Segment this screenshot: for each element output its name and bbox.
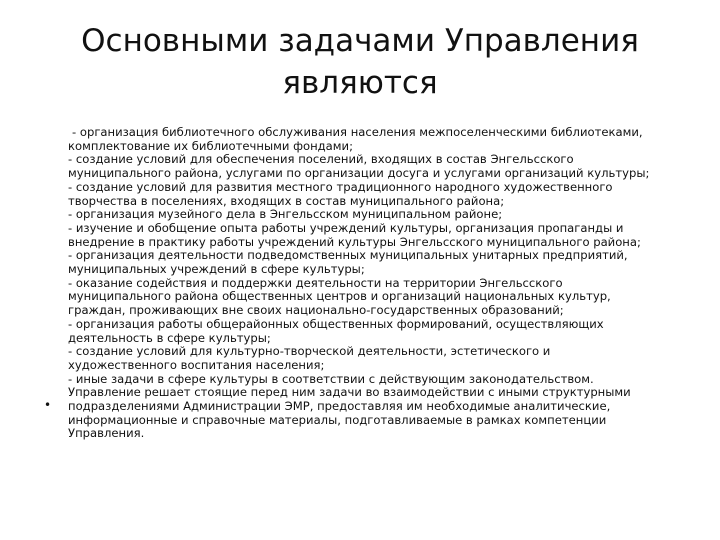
title-line-2: являются <box>282 65 438 101</box>
body-line: - изучение и обобщение опыта работы учреждений культуры, организация пропаганды и <box>68 220 624 235</box>
body-line: - создание условий для обеспечения поселений, входящих в состав Энгельсского <box>68 152 574 167</box>
bullet-icon: • <box>44 398 52 412</box>
body-line: - организация деятельности подведомственных муниципальных унитарных предприятий, <box>68 248 628 263</box>
body-line: внедрение в практику работы учреждений культуры Энгельсского муниципального района; <box>68 234 641 249</box>
body-line: - организация работы общерайонных общественных формирований, осуществляющих <box>68 316 604 331</box>
body-line: - организация библиотечного обслуживания населения межпоселенческими библиотеками, <box>72 125 643 139</box>
body-line: - создание условий для культурно-творческой деятельности, эстетического и <box>68 344 551 359</box>
body-line: творчества в поселениях, входящих в состав муниципального района; <box>68 193 505 208</box>
body-line: муниципального района общественных центров и организаций национальных культур, <box>68 289 611 304</box>
body-line: комплектование их библиотечными фондами; <box>68 138 353 153</box>
slide-body-text <box>68 126 668 441</box>
slide-title <box>40 20 680 104</box>
body-line: муниципальных учреждений в сфере культуры; <box>68 262 365 277</box>
body-line: - иные задачи в сфере культуры в соответствии с действующим законодательством. <box>68 371 594 386</box>
body-line: подразделениями Администрации ЭМР, предоставляя им необходимые аналитические, <box>68 399 611 414</box>
body-line: - создание условий для развития местного традиционного народного художественного <box>68 179 613 194</box>
title-line-1: Основными задачами Управления <box>81 23 639 59</box>
body-line: - организация музейного дела в Энгельсском муниципальном районе; <box>68 207 503 222</box>
body-line: Управления. <box>68 426 145 441</box>
body-line: - оказание содействия и поддержки деятельности на территории Энгельсского <box>68 275 563 290</box>
body-line: информационные и справочные материалы, подготавливаемые в рамках компетенции <box>68 412 607 427</box>
body-line: муниципального района, услугами по организации досуга и услугами организаций культуры; <box>68 166 650 181</box>
body-line: деятельность в сфере культуры; <box>68 330 271 345</box>
body-line: художественного воспитания населения; <box>68 357 325 372</box>
body-line: Управление решает стоящие перед ним задачи во взаимодействии с иными структурными <box>68 385 631 400</box>
body-line: граждан, проживающих вне своих национально-государственных образований; <box>68 303 564 318</box>
